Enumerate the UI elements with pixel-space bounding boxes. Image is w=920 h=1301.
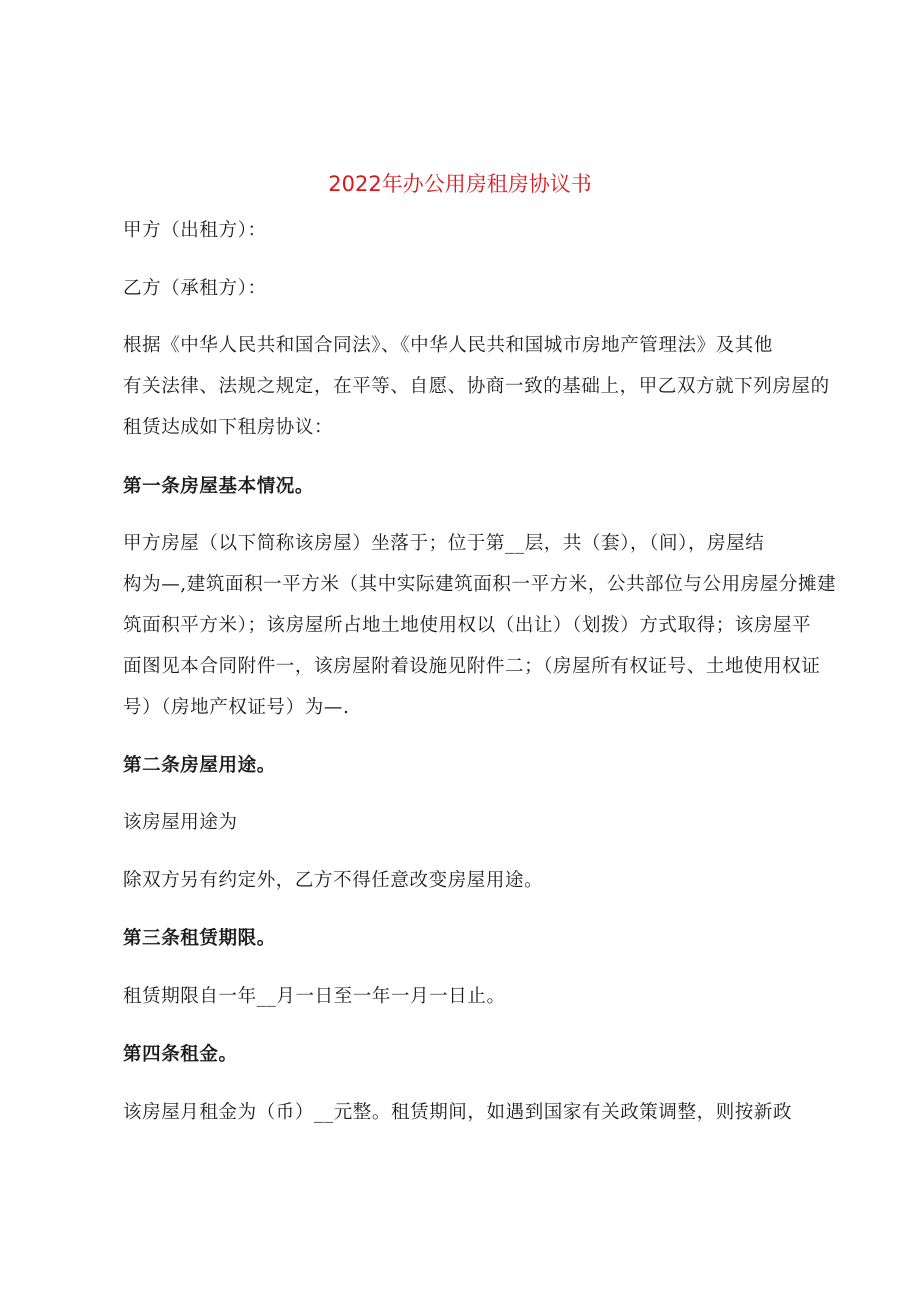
party-b-label: 乙方（承租方）： (123, 278, 267, 299)
article-1-heading: 第一条房屋基本情况。 (123, 476, 315, 497)
article-1-line-3: 筑面积平方米）；该房屋所占地土地使用权以（出让）（划拨）方式取得；该房屋平 (123, 615, 812, 636)
article-2-heading: 第二条房屋用途。 (123, 755, 276, 776)
article-3-heading: 第三条租赁期限。 (123, 928, 276, 949)
article-3-line-1: 租赁期限自一年__月一日至一年一月一日止。 (123, 986, 506, 1007)
article-4-line-1: 该房屋月租金为（币）__元整。租赁期间，如遇到国家有关政策调整，则按新政 (123, 1102, 793, 1123)
article-2-line-2: 除双方另有约定外，乙方不得任意改变房屋用途。 (123, 870, 544, 891)
article-4-heading: 第四条租金。 (123, 1044, 238, 1065)
article-1-line-2: 构为—,建筑面积一平方米（其中实际建筑面积一平方米，公共部位与公用房屋分摊建 (123, 574, 837, 595)
preamble-line-3: 租赁达成如下租房协议： (123, 417, 334, 438)
article-2-line-1: 该房屋用途为 (123, 812, 238, 833)
preamble-line-2: 有关法律、法规之规定，在平等、自愿、协商一致的基础上，甲乙双方就下列房屋的 (123, 376, 830, 397)
party-a-label: 甲方（出租方）： (123, 220, 267, 241)
article-1-line-5: 号）（房地产权证号）为—. (123, 697, 350, 718)
document-title: 2022年办公用房租房协议书 (328, 172, 592, 196)
preamble-line-1: 根据《中华人民共和国合同法》、《中华人民共和国城市房地产管理法》及其他 (123, 335, 774, 356)
article-1-line-1: 甲方房屋（以下简称该房屋）坐落于；位于第__层，共（套），（间），房屋结 (123, 533, 765, 554)
article-1-line-4: 面图见本合同附件一，该房屋附着设施见附件二；（房屋所有权证号、土地使用权证 (123, 656, 821, 677)
